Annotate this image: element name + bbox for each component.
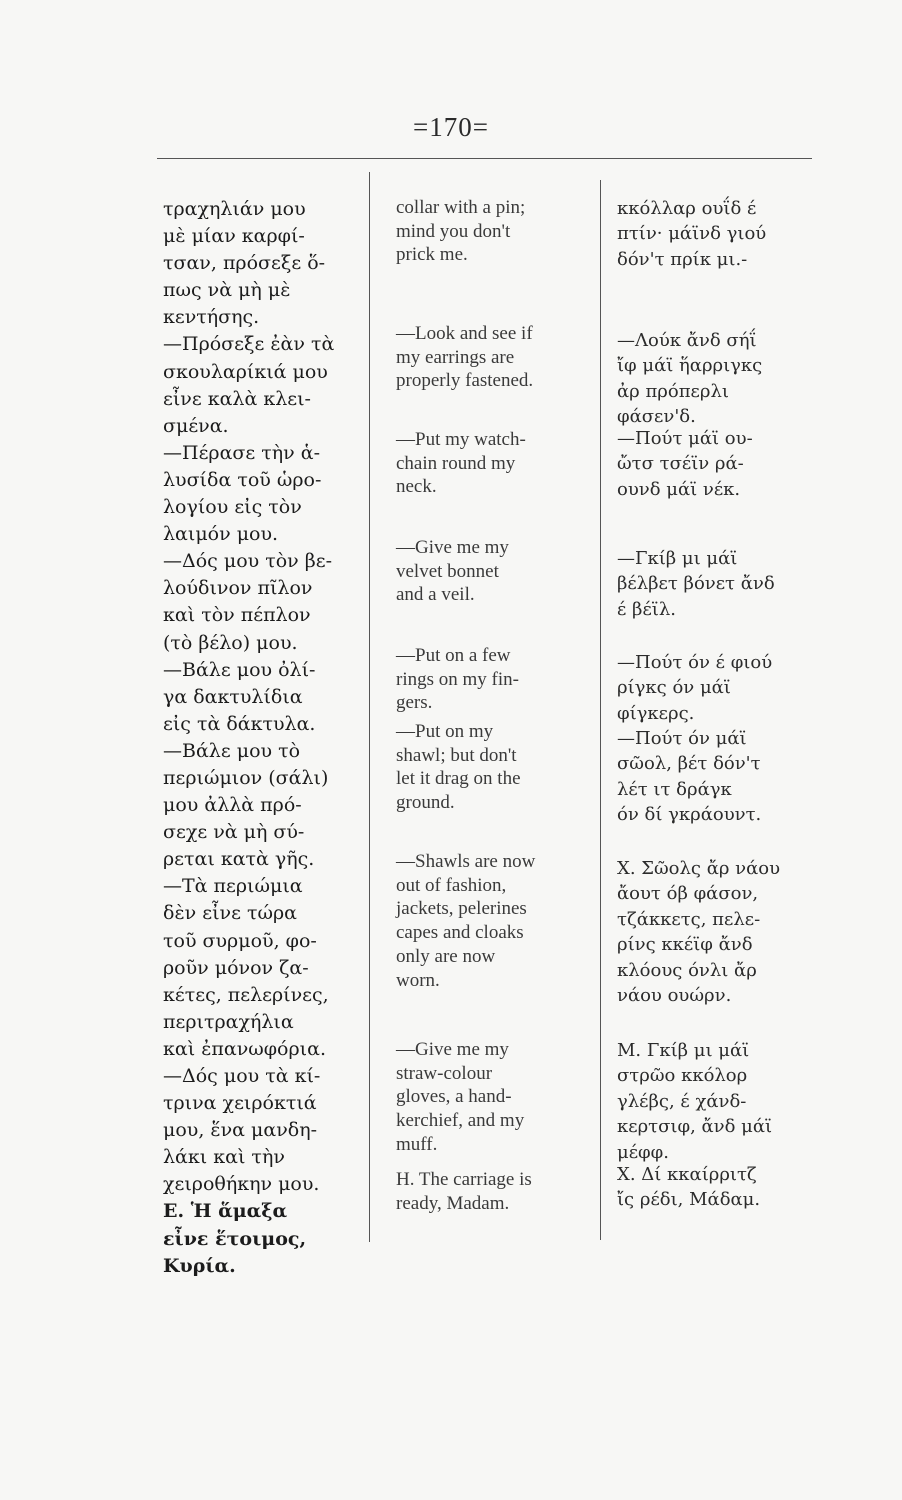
english-entry	[396, 850, 586, 992]
english-entry	[396, 1038, 586, 1157]
english-entry	[396, 428, 586, 499]
greek-line: εἶνε ἕτοιμος,	[163, 1227, 307, 1250]
greek-line: λογίου εἰς τὸν	[163, 496, 302, 519]
phonetic-line: στρῶο κκόλορ	[617, 1065, 748, 1087]
greek-line: —Βάλε μου ὀλί-	[163, 658, 316, 681]
phonetic-line: όν δί γκράουντ.	[617, 804, 762, 826]
phonetic-entry	[617, 196, 817, 272]
phonetic-line: κκόλλαρ ουΐδ έ	[617, 198, 757, 219]
english-line: —Put on a few	[396, 645, 511, 666]
phonetic-entry	[617, 1038, 817, 1165]
greek-line: Κυρία.	[163, 1254, 236, 1277]
column-divider-right	[600, 180, 601, 1240]
english-line: my earrings are	[396, 346, 515, 368]
english-line: —Give me my	[396, 1039, 509, 1060]
english-line: mind you don't	[396, 220, 511, 242]
phonetic-line: —Πούτ μάϊ ου-	[617, 428, 753, 449]
greek-line: κέτες, πελερίνες,	[163, 983, 329, 1006]
english-line: prick me.	[396, 244, 468, 266]
english-line: properly fastened.	[396, 370, 534, 392]
phonetic-line: ρίνς κκέϊφ ἄνδ	[617, 934, 753, 956]
english-line: rings on my fin-	[396, 668, 519, 690]
phonetic-line: ἴς ρέδι, Μάδαμ.	[617, 1189, 761, 1211]
english-line: neck.	[396, 476, 437, 498]
english-line: gers.	[396, 692, 433, 714]
english-line: straw-colour	[396, 1062, 493, 1084]
phonetic-line: ἀρ πρόπερλι	[617, 380, 729, 402]
english-line: kerchief, and my	[396, 1110, 525, 1132]
greek-line: χειροθήκην μου.	[163, 1173, 320, 1196]
phonetic-entry	[617, 328, 817, 430]
greek-line: —Πέρασε τὴν ἁ-	[163, 441, 321, 464]
phonetic-line: ρίγκς όν μάϊ	[617, 677, 731, 699]
header-rule	[157, 158, 812, 159]
phonetic-line: δόν'τ πρίκ μι.-	[617, 248, 748, 270]
phonetic-entry	[617, 650, 817, 726]
english-line: let it drag on the	[396, 768, 521, 790]
phonetic-line: νάου ουώρν.	[617, 985, 732, 1007]
greek-line: περιώμιον (σάλι)	[163, 766, 329, 789]
phonetic-line: σῶολ, βέτ δόν'τ	[617, 753, 761, 775]
english-line: collar with a pin;	[396, 197, 526, 218]
greek-line: —Τὰ περιώμια	[163, 875, 303, 898]
greek-line: (τὸ βέλο) μου.	[163, 631, 298, 654]
page-number: =170=	[413, 112, 489, 142]
phonetic-line: κερτσιφ, ἄνδ μάϊ	[617, 1116, 773, 1138]
greek-line: μου ἀλλὰ πρό-	[163, 794, 302, 817]
greek-line: τρινα χειρόκτιά	[163, 1092, 317, 1115]
phonetic-line: Μ. Γκίβ μι μάϊ	[617, 1040, 750, 1061]
phonetic-line: λέτ ιτ δράγκ	[617, 778, 732, 800]
english-line: capes and cloaks	[396, 922, 524, 944]
phonetic-line: μέφφ.	[617, 1141, 669, 1163]
greek-line: Ε. Ἡ ἅμαξα	[163, 1200, 288, 1223]
english-line: only are now	[396, 945, 496, 967]
greek-line: ρεται κατὰ γῆς.	[163, 848, 315, 871]
english-line: ready, Madam.	[396, 1192, 510, 1214]
phonetic-line: —Γκίβ μι μάϊ	[617, 548, 738, 569]
greek-line: λυσίδα τοῦ ὡρο-	[163, 468, 322, 491]
english-line: —Shawls are now	[396, 851, 536, 872]
greek-line: —Πρόσεξε ἐὰν τὰ	[163, 333, 335, 356]
english-line: worn.	[396, 969, 440, 991]
english-entry	[396, 536, 586, 607]
greek-line: γα δακτυλίδια	[163, 685, 303, 708]
english-line: velvet bonnet	[396, 560, 499, 582]
english-line: H. The carriage is	[396, 1169, 532, 1190]
phonetic-entry	[617, 856, 817, 1008]
greek-line: —Δός μου τὸν βε-	[163, 550, 333, 573]
phonetic-line: φάσεν'δ.	[617, 406, 696, 428]
greek-line: καὶ ἐπανωφόρια.	[163, 1037, 326, 1060]
phonetic-line: ουνδ μάϊ νέκ.	[617, 478, 741, 500]
phonetic-entry	[617, 726, 817, 828]
phonetic-line: —Πούτ όν έ φιού	[617, 652, 773, 673]
english-line: gloves, a hand-	[396, 1086, 512, 1108]
greek-line: κεντήσης.	[163, 306, 260, 329]
greek-line: τοῦ συρμοῦ, φο-	[163, 929, 317, 952]
greek-line: λαιμόν μου.	[163, 523, 279, 546]
english-line: —Put my watch-	[396, 429, 526, 450]
phonetic-line: —Λούκ ἄνδ σήΐ	[617, 330, 757, 351]
greek-line: πως νὰ μὴ μὲ	[163, 279, 291, 302]
greek-line: εἰς τὰ δάκτυλα.	[163, 712, 316, 735]
phonetic-entry	[617, 426, 817, 502]
english-line: and a veil.	[396, 584, 475, 606]
phonetic-line: —Πούτ όν μάϊ	[617, 728, 747, 749]
english-line: chain round my	[396, 452, 516, 474]
english-line: out of fashion,	[396, 874, 507, 896]
greek-line: ροῦν μόνον ζα-	[163, 956, 309, 979]
phonetic-line: ἄουτ όβ φάσον,	[617, 883, 759, 905]
phonetic-line: κλόους όνλι ἄρ	[617, 959, 757, 981]
greek-line: μου, ἕνα μανδη-	[163, 1119, 318, 1142]
phonetic-line: τζάκκετς, πελε-	[617, 908, 761, 930]
english-line: shawl; but don't	[396, 744, 517, 766]
greek-line: τσαν, πρόσεξε ὅ-	[163, 252, 326, 275]
phonetic-line: βέλβετ βόνετ ἄνδ	[617, 573, 775, 595]
greek-line: περιτραχήλια	[163, 1010, 294, 1033]
english-line: —Put on my	[396, 721, 494, 742]
phonetic-line: έ βέϊλ.	[617, 598, 676, 620]
phonetic-line: ὤτσ τσέϊν ρά-	[617, 453, 744, 475]
phonetic-line: ἴφ μάϊ ἥαρριγκς	[617, 355, 763, 377]
greek-line: —Δός μου τὰ κί-	[163, 1065, 321, 1087]
greek-column	[163, 196, 356, 1280]
greek-line: σεχε νὰ μὴ σύ-	[163, 821, 305, 844]
phonetic-line: πτίν· μάϊνδ γιού	[617, 223, 767, 245]
column-divider-left	[369, 172, 370, 1242]
greek-line: εἶνε καλὰ κλει-	[163, 387, 311, 410]
phonetic-line: γλέβς, έ χάνδ-	[617, 1090, 747, 1112]
english-line: —Give me my	[396, 537, 509, 558]
greek-line: λούδινον πῖλον	[163, 577, 313, 600]
greek-line: δὲν εἶνε τώρα	[163, 902, 297, 925]
phonetic-line: Χ. Δί κκαίρριτζ	[617, 1164, 757, 1185]
phonetic-entry	[617, 1162, 817, 1213]
english-entry	[396, 196, 586, 267]
phonetic-entry	[617, 546, 817, 622]
english-line: —Look and see if	[396, 323, 533, 344]
english-entry	[396, 1168, 586, 1215]
english-entry	[396, 720, 586, 815]
greek-line: τραχηλιάν μου	[163, 198, 306, 220]
english-entry	[396, 322, 586, 393]
english-line: ground.	[396, 792, 455, 814]
greek-line: —Βάλε μου τὸ	[163, 739, 301, 762]
english-line: jackets, pelerines	[396, 898, 527, 920]
greek-line: λάκι καὶ τὴν	[163, 1146, 285, 1169]
phonetic-line: Χ. Σῶολς ἄρ νάου	[617, 858, 781, 879]
english-entry	[396, 644, 586, 715]
phonetic-line: φίγκερς.	[617, 702, 695, 724]
greek-line: σκουλαρίκιά μου	[163, 360, 328, 383]
greek-line: μὲ μίαν καρφί-	[163, 225, 305, 248]
greek-line: καὶ τὸν πέπλον	[163, 604, 311, 627]
english-line: muff.	[396, 1133, 438, 1155]
greek-line: σμένα.	[163, 414, 229, 437]
